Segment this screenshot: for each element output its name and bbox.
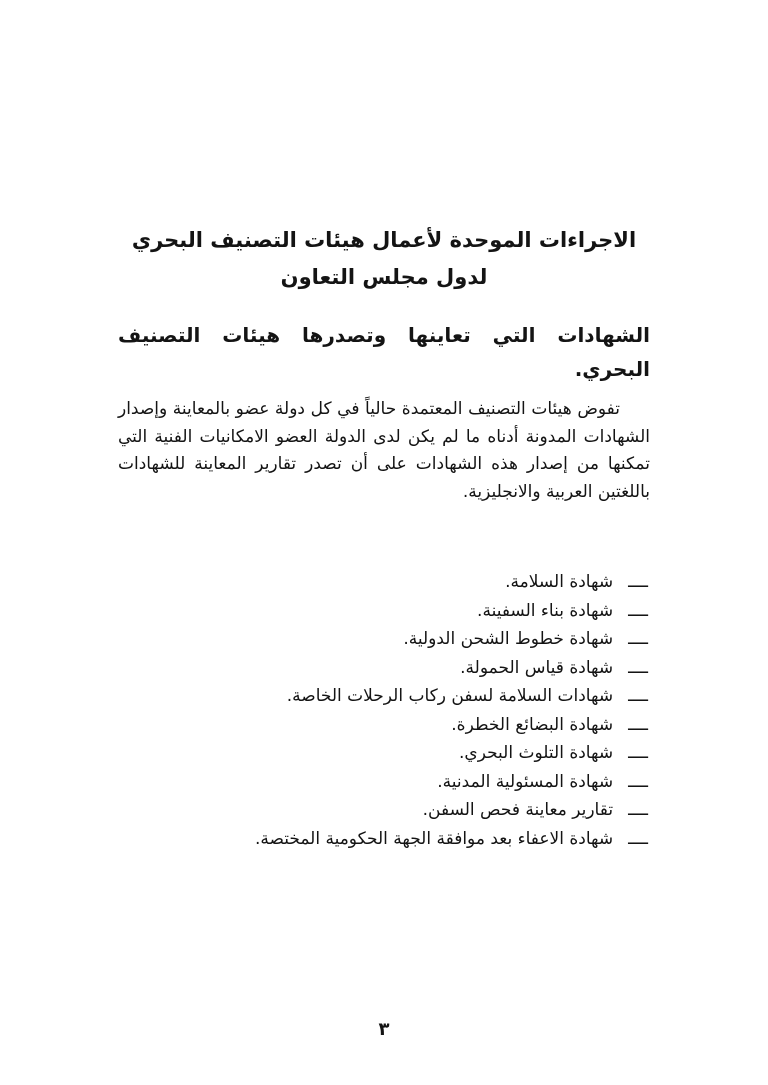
- section-heading: [118, 318, 650, 386]
- list-item: [118, 568, 648, 597]
- heading-line-2: البحري.: [574, 357, 650, 381]
- dash-marker: ــــ: [628, 771, 648, 792]
- dash-marker: ــــ: [628, 600, 648, 621]
- certificates-list: [118, 568, 648, 853]
- page-number: ٣: [378, 1019, 390, 1040]
- list-item-text: شهادات السلامة لسفن ركاب الرحلات الخاصة.: [286, 686, 614, 706]
- dash-marker: ــــ: [628, 686, 648, 706]
- list-item: [118, 739, 648, 768]
- dash-marker: ــــ: [628, 743, 648, 763]
- body-paragraph: تفوض هيئات التصنيف المعتمدة حالياً في كل دولة عضو بالمعاينة وإصدار الشهادات المدونة أدناه ما لم يكن لدى الدولة العضو الامكانيات الفنية التي تمكنها من إصدار هذه الشهادات على أن تصدر تقارير المعاينة للشهادات باللغتين العربية والانجليزية.: [118, 399, 650, 502]
- list-item: [118, 625, 648, 654]
- list-item-text: شهادة البضائع الخطرة.: [451, 714, 614, 735]
- list-item-text: شهادة المسئولية المدنية.: [437, 771, 614, 792]
- list-item-text: شهادة بناء السفينة.: [477, 600, 614, 621]
- list-item: [118, 597, 648, 626]
- list-item-text: شهادة خطوط الشحن الدولية.: [403, 629, 614, 649]
- dash-marker: ــــ: [628, 572, 648, 592]
- dash-marker: ــــ: [628, 800, 648, 820]
- list-item-text: شهادة قياس الحمولة.: [460, 657, 614, 678]
- document-title: [118, 222, 650, 296]
- list-item: [118, 682, 648, 711]
- dash-marker: ــــ: [628, 657, 648, 678]
- dash-marker: ــــ: [628, 828, 648, 849]
- title-line-2: لدول مجلس التعاون: [280, 265, 488, 289]
- title-line-1: الاجراءات الموحدة لأعمال هيئات التصنيف البحري: [131, 228, 637, 252]
- list-item: [118, 711, 648, 740]
- list-item: [118, 768, 648, 797]
- list-item: [118, 825, 648, 854]
- dash-marker: ــــ: [628, 714, 648, 735]
- dash-marker: ــــ: [628, 629, 648, 649]
- heading-line-1: الشهادات التي تعاينها وتصدرها هيئات التصنيف: [118, 323, 650, 347]
- list-item-text: شهادة التلوث البحري.: [458, 743, 614, 763]
- list-item-text: تقارير معاينة فحص السفن.: [422, 800, 614, 820]
- list-item: [118, 796, 648, 825]
- list-item-text: شهادة السلامة.: [505, 572, 614, 592]
- list-item: [118, 654, 648, 683]
- list-item-text: شهادة الاعفاء بعد موافقة الجهة الحكومية المختصة.: [254, 828, 614, 849]
